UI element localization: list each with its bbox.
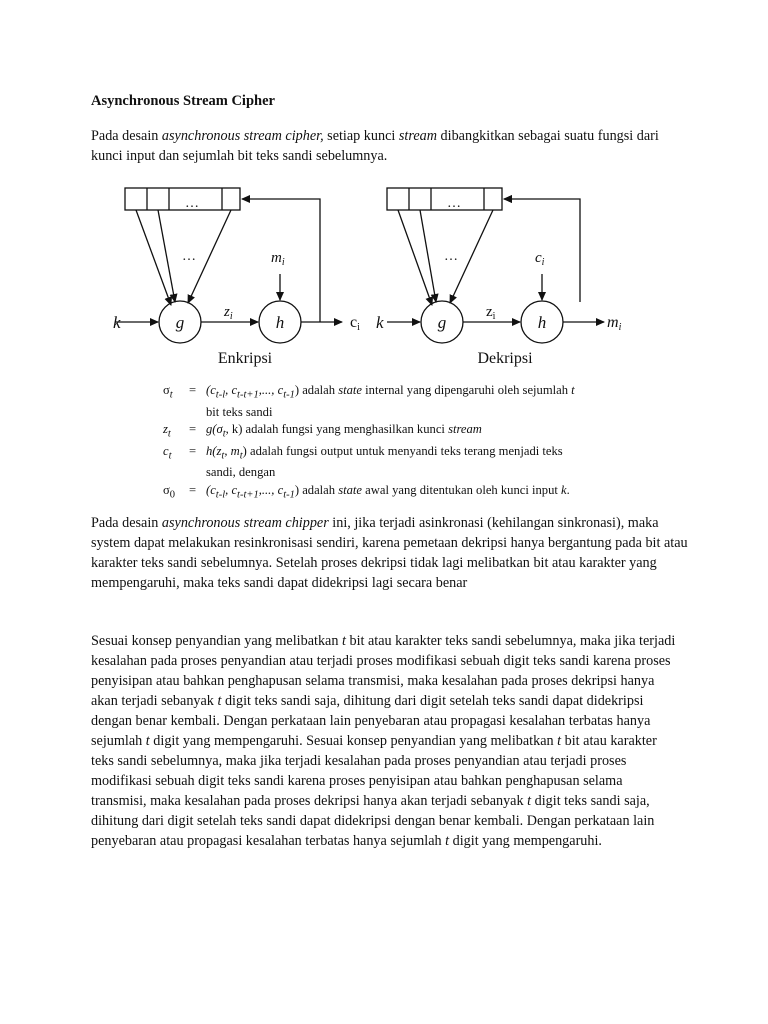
resync-paragraph	[91, 513, 691, 593]
dec-g-label: g	[437, 313, 447, 332]
dec-ellipsis-mid: …	[444, 249, 458, 264]
italic-term: stream	[398, 128, 437, 144]
def-sigma-t-cont: bit teks sandi	[206, 404, 273, 419]
enc-k-label: k	[113, 313, 121, 332]
enc-h-label: h	[275, 313, 285, 332]
dec-caption: Dekripsi	[477, 350, 533, 367]
enc-ellipsis: …	[185, 196, 199, 211]
dec-h-label: h	[537, 313, 547, 332]
text-run: setiap kunci	[323, 128, 399, 144]
def-c-t: $c_t$ = $h(z_t$, $m_t$) adalah fungsi output untuk menyandi teks terang menjadi teks	[163, 443, 563, 462]
error-propagation-paragraph: Sesuai konsep penyandian yang melibatkan t bit atau karakter teks sandi sebelumnya, maka jika terjadi kesalahan pada proses penyandian atau terjadi proses modifikasi sebuah digit teks sandi karena proses penyisipan atau bahkan penghapusan selama transmisi, maka kesalahan pada proses dekripsi hanya akan terjadi sebanyak t digit teks sandi saja, dihitung dari digit setelah teks sandi dapat didekripsi dengan benar kembali. Dengan perkataan lain penyebaran atau propagasi kesalahan terbatas hanya sejumlah t digit yang mempengaruhi. Sesuai konsep penyandian yang melibatkan t bit atau karakter teks sandi sebelumnya, maka jika terjadi kesalahan pada proses penyandian atau terjadi proses modifikasi sebuah digit teks sandi karena proses penyisipan atau bahkan penghapusan selama transmisi, maka kesalahan pada proses dekripsi hanya akan terjadi sebanyak t digit teks sandi saja, dihitung dari digit setelah teks sandi dapat didekripsi dengan benar kembali. Dengan perkataan lain penyebaran atau propagasi kesalahan terbatas hanya sejumlah t digit yang mempengaruhi.	[91, 633, 676, 849]
text-run: Pada desain	[91, 515, 162, 531]
def-sigma-0: $\sigma_0$ = ($c_{t-l}$, $c_{t-t+1}$,..., $c_{t-1}$) adalah state awal yang ditentukan oleh kunci input k.	[163, 482, 570, 501]
cipher-diagram	[110, 182, 650, 378]
text-run: dibangkitkan sebagai suatu fungsi dari kunci input dan sejumlah bit teks sandi sebelumnya.	[91, 128, 659, 164]
enc-g-label: g	[175, 313, 185, 332]
definitions-block	[163, 382, 683, 503]
enc-register	[125, 188, 240, 210]
dec-c-label: $c_i$	[535, 250, 545, 268]
enc-z-label: $z_i$	[224, 304, 233, 322]
italic-term: asynchronous stream cipher,	[161, 128, 324, 144]
decryption-labels	[376, 196, 622, 367]
dec-register	[387, 188, 502, 210]
dec-m-out-label: mi	[607, 314, 622, 333]
decryption-diagram	[360, 188, 604, 343]
def-sigma-t: $\sigma_t$ = ($c_{t-l}$, $c_{t-t+1}$,..., $c_{t-1}$) adalah state internal yang dipengaruhi oleh sejumlah t	[163, 383, 575, 401]
enc-m-label: $m_i$	[271, 250, 285, 268]
def-c-t-cont: sandi, dengan	[206, 465, 276, 480]
encryption-labels	[113, 196, 360, 367]
enc-caption: Enkripsi	[217, 350, 273, 367]
intro-paragraph	[91, 126, 691, 166]
italic-term: asynchronous stream chipper	[161, 515, 329, 531]
section-title: Asynchronous Stream Cipher	[91, 93, 275, 109]
text-run: ini, jika terjadi asinkronasi (kehilangan sinkronasi), maka system dapat melakukan resinkronisasi sendiri, karena pemetaan dekripsi hanya bergantung pada bit atau karakter teks sandi sebelumnya. Setelah proses dekripsi tidak lagi melibatkan bit atau karakter yang mempengaruhi, maka teks sandi dapat didekripsi lagi secara benar	[91, 515, 688, 591]
enc-c-out-label: ci	[350, 314, 360, 333]
enc-ellipsis-mid: …	[182, 249, 196, 264]
def-z-t: $z_t$ = $g(\sigma_t$, k) adalah fungsi yang menghasilkan kunci stream	[163, 421, 482, 440]
decryption-feedback	[504, 199, 586, 322]
dec-z-label: $z_i$	[486, 304, 496, 322]
text-run: Pada desain	[91, 128, 162, 144]
dec-ellipsis: …	[447, 196, 461, 211]
dec-k-label: k	[376, 313, 384, 332]
